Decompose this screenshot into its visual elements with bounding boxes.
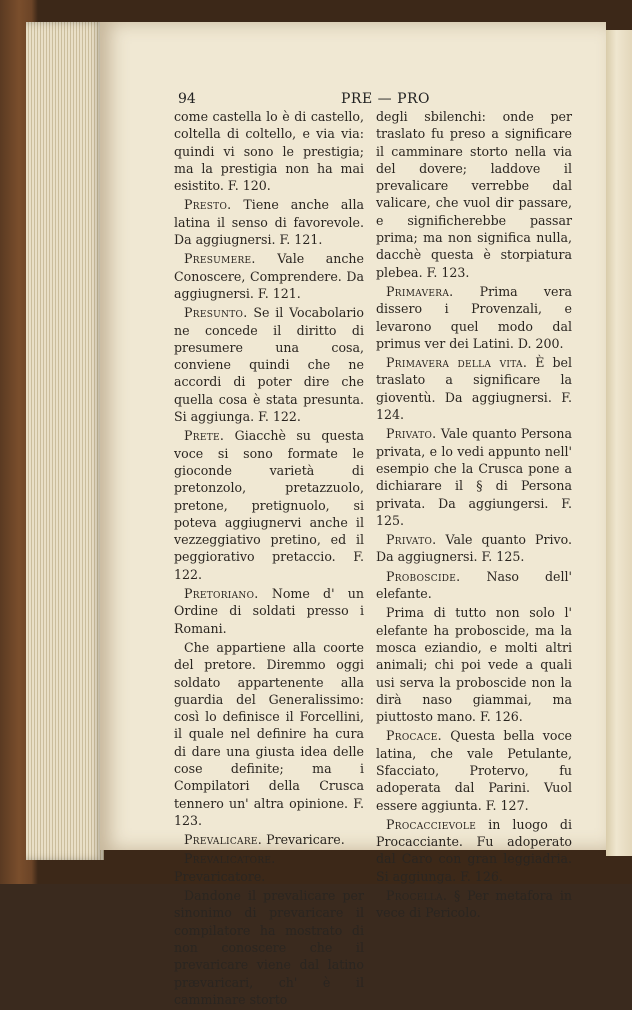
page-edges (26, 22, 104, 860)
entry: Privato. Vale quanto Privo. Da aggiugnersi. F. 125. (376, 532, 572, 565)
entry: Prima di tutto non solo l' elefante ha proboscide, ma la mosca eziandio, e molti altri animali; chi poi vede a quali usi serva la proboscide non la dirà naso giammai, ma piuttosto mano. F. 126. (376, 605, 572, 725)
entry: Prete. Giacchè su questa voce si sono formate le gioconde varietà di pretonzolo, pretazzuolo, pretone, pretignuolo, si poteva aggiugnervi anche il vezzeggiativo pretino, ed il peggiorativo pretaccio. F. 122. (174, 428, 364, 582)
headword: Pretoriano. (184, 586, 259, 602)
headword: Primavera. (386, 283, 454, 299)
entry: Proboscide. Naso dell' elefante. (376, 568, 572, 602)
entry: come castella lo è di castello, coltella di coltello, e via via: quindi vi sono le prestigia; ma la prestigia non ha mai esistito. F. 120. (174, 109, 364, 194)
headword: Prevalicatore. (184, 851, 276, 867)
headword: Prevalicare. (184, 832, 263, 848)
headword: Presto. (184, 197, 232, 213)
entry: Presumere. Vale anche Conoscere, Comprendere. Da aggiugnersi. F. 121. (174, 251, 364, 301)
left-column (174, 108, 364, 1010)
entry: Prevalicare. Prevaricare. (184, 832, 345, 848)
running-head: PRE — PRO (341, 91, 431, 107)
entry: degli sbilenchi: onde per traslato fu preso a significare il camminare storto nella via del dovere; laddove il prevalicare verrebbe dal valicare, che vuol dir passare, e significherebbe passar prima; ma non significa nulla, dacchè questa è storpiatura plebea. F. 123. (376, 109, 572, 280)
entry: Prevalicatore. Prevaricatore. (174, 851, 276, 884)
entry: Procaccievole in luogo di Procacciante. Fu adoperato dal Caro con gran leggiadria. Si aggiunga. F. 126. (376, 816, 572, 884)
headword: Procace. (386, 728, 442, 744)
page-number: 94 (178, 91, 196, 107)
entry: Pretoriano. Nome d' un Ordine di soldati presso i Romani. (174, 586, 364, 636)
right-column (376, 108, 572, 924)
entry: Presunto. Se il Vocabolario ne concede il diritto di presumere una cosa, conviene quindi che ne accordi di poter dire che quella cosa è stata presunta. Si aggiunga. F. 122. (174, 305, 364, 425)
headword: Presunto. (184, 305, 248, 321)
headword: Privato. (386, 426, 437, 442)
headword: Primavera della vita. (386, 355, 528, 371)
headword: Proboscide. (386, 568, 461, 584)
entry: Privato. Vale quanto Persona privata, e lo vedi appunto nell' esempio che la Crusca pone a dichiarare il § di Persona privata. Da aggiungersi. F. 125. (376, 426, 572, 528)
page-header (178, 91, 571, 109)
headword: Procella. (386, 888, 448, 904)
entry: Dandone il prevalicare per sinonimo di prevaricare il compilatore ha mostrato di non conoscere che il prevaricare viene dal latino prævaricari, ch' è il camminare storto (174, 888, 364, 1007)
entry: Che appartiene alla coorte del pretore. Diremmo oggi soldato appartenente alla guardia del Generalissimo: così lo definisce il Forcellini, il quale nel definire ha cura di dare una giusta idea delle cose definite; ma i Compilatori della Crusca tennero un' altra opinione. F. 123. (174, 639, 364, 828)
headword: Prete. (184, 428, 225, 444)
headword: Presumere. (184, 251, 256, 267)
entry: Procella. § Per metafora in vece di Pericolo. (376, 888, 572, 921)
entry: Primavera della vita. È bel traslato a significare la gioventù. Da aggiugnersi. F. 124. (376, 355, 572, 423)
entry: Presto. Tiene anche alla latina il senso di favorevole. Da aggiugnersi. F. 121. (174, 197, 364, 248)
entry: Primavera. Prima vera dissero i Provenzali, e levarono quel modo dal primus ver dei Latini. D. 200. (376, 283, 572, 351)
facing-page-edge (606, 30, 632, 856)
entry: Procace. Questa bella voce latina, che vale Petulante, Sfacciato, Protervo, fu adoperata dal Parini. Vuol essere aggiunta. F. 127. (376, 728, 572, 813)
headword: Procaccievole (386, 816, 477, 832)
headword: Privato. (386, 532, 437, 548)
